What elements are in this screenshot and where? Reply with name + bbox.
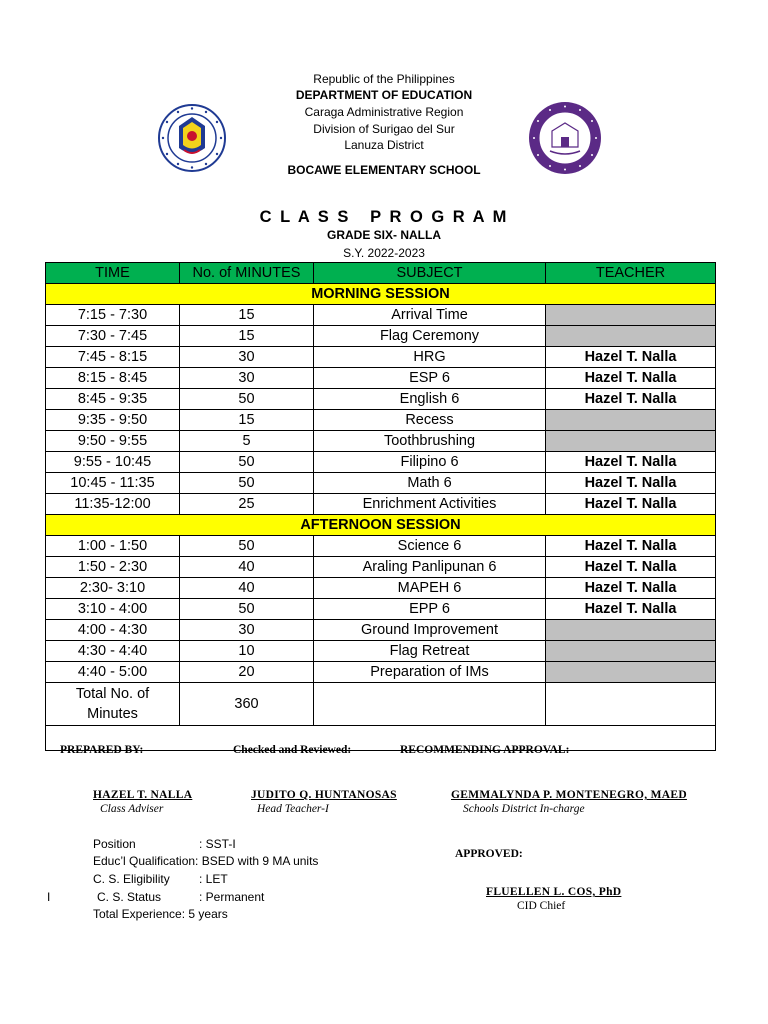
status-value: : Permanent bbox=[199, 890, 265, 904]
teacher-cell: Hazel T. Nalla bbox=[546, 368, 716, 389]
minutes-cell: 50 bbox=[180, 452, 314, 473]
subject-cell: Toothbrushing bbox=[314, 431, 546, 452]
minutes-cell: 50 bbox=[180, 473, 314, 494]
time-cell: 8:15 - 8:45 bbox=[46, 368, 180, 389]
class-program-title: C L A S S P R O G R A M bbox=[259, 208, 509, 226]
table-row bbox=[46, 326, 716, 347]
table-row bbox=[46, 368, 716, 389]
deped-seal-logo bbox=[158, 104, 226, 172]
time-cell: 2:30- 3:10 bbox=[46, 578, 180, 599]
time-cell: 7:45 - 8:15 bbox=[46, 347, 180, 368]
subject-cell: Flag Ceremony bbox=[314, 326, 546, 347]
minutes-cell: 15 bbox=[180, 305, 314, 326]
blank-cell bbox=[46, 726, 716, 751]
afternoon-session-row bbox=[46, 515, 716, 536]
subject-cell: Filipino 6 bbox=[314, 452, 546, 473]
total-teacher-empty bbox=[546, 683, 716, 726]
table-row bbox=[46, 494, 716, 515]
district-incharge-name: GEMMALYNDA P. MONTENEGRO, MAED bbox=[451, 789, 687, 801]
table-row bbox=[46, 599, 716, 620]
subject-cell: Science 6 bbox=[314, 536, 546, 557]
total-row bbox=[46, 683, 716, 726]
table-row bbox=[46, 389, 716, 410]
status-label: C. S. Status bbox=[97, 890, 162, 904]
school-seal-logo bbox=[528, 101, 602, 175]
header-time: TIME bbox=[46, 263, 180, 284]
minutes-cell: 50 bbox=[180, 536, 314, 557]
class-program-table bbox=[45, 262, 716, 751]
total-minutes-value: 360 bbox=[180, 683, 314, 726]
stray-mark: I bbox=[47, 890, 51, 904]
table-row bbox=[46, 557, 716, 578]
head-teacher-position: Head Teacher-I bbox=[257, 803, 329, 815]
teacher-cell: Hazel T. Nalla bbox=[546, 536, 716, 557]
teacher-cell bbox=[546, 326, 716, 347]
approved-label: APPROVED: bbox=[455, 848, 523, 860]
district-line: Lanuza District bbox=[344, 138, 424, 152]
position-value: : SST-I bbox=[199, 837, 236, 851]
table-row bbox=[46, 347, 716, 368]
teacher-cell: Hazel T. Nalla bbox=[546, 557, 716, 578]
time-cell: 7:15 - 7:30 bbox=[46, 305, 180, 326]
subject-cell: Recess bbox=[314, 410, 546, 431]
total-experience: Total Experience: 5 years bbox=[93, 907, 228, 921]
teacher-cell bbox=[546, 431, 716, 452]
teacher-cell: Hazel T. Nalla bbox=[546, 578, 716, 599]
table-row bbox=[46, 431, 716, 452]
subject-cell: EPP 6 bbox=[314, 599, 546, 620]
subject-cell: Ground Improvement bbox=[314, 620, 546, 641]
minutes-cell: 30 bbox=[180, 620, 314, 641]
school-name: BOCAWE ELEMENTARY SCHOOL bbox=[287, 163, 481, 177]
afternoon-session-label: AFTERNOON SESSION bbox=[46, 515, 716, 536]
time-cell: 3:10 - 4:00 bbox=[46, 599, 180, 620]
subject-cell: Flag Retreat bbox=[314, 641, 546, 662]
minutes-cell: 40 bbox=[180, 557, 314, 578]
school-year: S.Y. 2022-2023 bbox=[343, 246, 425, 260]
checked-reviewed-label: Checked and Reviewed: bbox=[233, 744, 352, 756]
table-row bbox=[46, 620, 716, 641]
time-cell: 9:55 - 10:45 bbox=[46, 452, 180, 473]
table-header-row bbox=[46, 263, 716, 284]
table-row bbox=[46, 305, 716, 326]
cid-chief-name: FLUELLEN L. COS, PhD bbox=[486, 886, 622, 898]
time-cell: 8:45 - 9:35 bbox=[46, 389, 180, 410]
minutes-cell: 15 bbox=[180, 410, 314, 431]
district-incharge-position: Schools District In-charge bbox=[463, 803, 585, 815]
minutes-cell: 10 bbox=[180, 641, 314, 662]
cid-chief-position: CID Chief bbox=[517, 900, 566, 912]
table-row bbox=[46, 452, 716, 473]
subject-cell: HRG bbox=[314, 347, 546, 368]
region-line: Caraga Administrative Region bbox=[304, 105, 464, 119]
blank-row bbox=[46, 726, 716, 751]
morning-session-row bbox=[46, 284, 716, 305]
eligibility-label: C. S. Eligibility bbox=[93, 872, 170, 886]
minutes-cell: 50 bbox=[180, 389, 314, 410]
minutes-cell: 50 bbox=[180, 599, 314, 620]
eligibility-value: : LET bbox=[199, 872, 228, 886]
table-row bbox=[46, 410, 716, 431]
teacher-cell bbox=[546, 305, 716, 326]
minutes-cell: 30 bbox=[180, 368, 314, 389]
minutes-cell: 40 bbox=[180, 578, 314, 599]
total-label-cell bbox=[46, 683, 180, 726]
teacher-cell: Hazel T. Nalla bbox=[546, 389, 716, 410]
subject-cell: Arrival Time bbox=[314, 305, 546, 326]
grade-section: GRADE SIX- NALLA bbox=[327, 228, 441, 242]
minutes-cell: 30 bbox=[180, 347, 314, 368]
table-row bbox=[46, 578, 716, 599]
teacher-cell: Hazel T. Nalla bbox=[546, 473, 716, 494]
department-line: DEPARTMENT OF EDUCATION bbox=[295, 88, 473, 102]
teacher-cell bbox=[546, 620, 716, 641]
subject-cell: Math 6 bbox=[314, 473, 546, 494]
teacher-cell bbox=[546, 662, 716, 683]
recommending-approval-label: RECOMMENDING APPROVAL: bbox=[400, 744, 570, 756]
subject-cell: Araling Panlipunan 6 bbox=[314, 557, 546, 578]
time-cell: 9:50 - 9:55 bbox=[46, 431, 180, 452]
subject-cell: Enrichment Activities bbox=[314, 494, 546, 515]
teacher-cell: Hazel T. Nalla bbox=[546, 494, 716, 515]
minutes-cell: 15 bbox=[180, 326, 314, 347]
time-cell: 7:30 - 7:45 bbox=[46, 326, 180, 347]
educational-qualification: Educ’l Qualification: BSED with 9 MA units bbox=[93, 854, 319, 868]
teacher-cell: Hazel T. Nalla bbox=[546, 599, 716, 620]
subject-cell: Preparation of IMs bbox=[314, 662, 546, 683]
position-label: Position bbox=[93, 837, 136, 851]
time-cell: 9:35 - 9:50 bbox=[46, 410, 180, 431]
table-row bbox=[46, 473, 716, 494]
subject-cell: English 6 bbox=[314, 389, 546, 410]
total-label-line-1: Total No. of bbox=[75, 686, 150, 702]
total-subject-empty bbox=[314, 683, 546, 726]
minutes-cell: 5 bbox=[180, 431, 314, 452]
teacher-cell: Hazel T. Nalla bbox=[546, 347, 716, 368]
time-cell: 4:00 - 4:30 bbox=[46, 620, 180, 641]
table-row bbox=[46, 662, 716, 683]
time-cell: 1:50 - 2:30 bbox=[46, 557, 180, 578]
prepared-by-label: PREPARED BY: bbox=[60, 744, 144, 756]
morning-session-label: MORNING SESSION bbox=[46, 284, 716, 305]
time-cell: 11:35-12:00 bbox=[46, 494, 180, 515]
adviser-position: Class Adviser bbox=[100, 803, 164, 815]
time-cell: 10:45 - 11:35 bbox=[46, 473, 180, 494]
subject-cell: MAPEH 6 bbox=[314, 578, 546, 599]
minutes-cell: 25 bbox=[180, 494, 314, 515]
header-minutes: No. of MINUTES bbox=[180, 263, 314, 284]
header-teacher: TEACHER bbox=[546, 263, 716, 284]
header-subject: SUBJECT bbox=[314, 263, 546, 284]
minutes-cell: 20 bbox=[180, 662, 314, 683]
teacher-cell bbox=[546, 641, 716, 662]
total-label-line-2: Minutes bbox=[87, 706, 138, 722]
table-row bbox=[46, 536, 716, 557]
table-row bbox=[46, 641, 716, 662]
teacher-cell: Hazel T. Nalla bbox=[546, 452, 716, 473]
time-cell: 1:00 - 1:50 bbox=[46, 536, 180, 557]
time-cell: 4:40 - 5:00 bbox=[46, 662, 180, 683]
republic-line: Republic of the Philippines bbox=[313, 72, 455, 86]
division-line: Division of Surigao del Sur bbox=[313, 122, 455, 136]
head-teacher-name: JUDITO Q. HUNTANOSAS bbox=[251, 789, 397, 801]
subject-cell: ESP 6 bbox=[314, 368, 546, 389]
adviser-name: HAZEL T. NALLA bbox=[93, 789, 193, 801]
time-cell: 4:30 - 4:40 bbox=[46, 641, 180, 662]
teacher-cell bbox=[546, 410, 716, 431]
